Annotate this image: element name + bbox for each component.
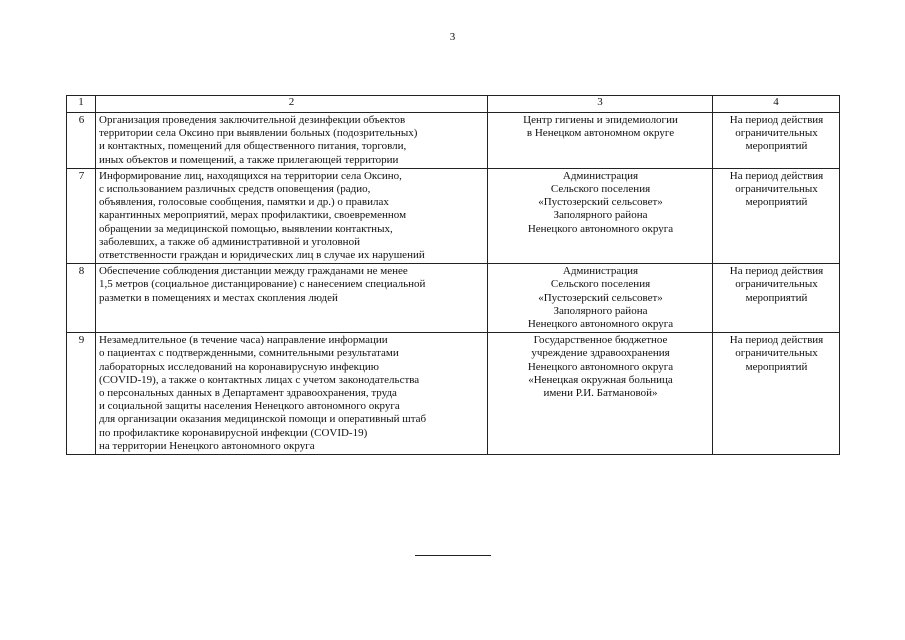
measures-table (66, 95, 840, 455)
execution-term: На период действия ограничительных мероприятий (713, 333, 840, 455)
measure-description: Незамедлительное (в течение часа) направление информации о пациентах с подтвержденными, сомнительными результатами лабораторных исследований на коронавирусную инфекцию (COVID-19), а также о контактных лицах с учетом законодательства о персональных данных в Департамент здравоохранения, труда и социальной защиты населения Ненецкого автономного округа для организации оказания медицинской помощи и оперативный штаб по профилактике коронавирусной инфекции (COVID-19) на территории Ненецкого автономного округа (96, 333, 488, 455)
table-header-row (67, 96, 840, 113)
table-row (67, 264, 840, 333)
page-number: 3 (449, 31, 456, 43)
row-number: 9 (67, 333, 96, 455)
row-number: 7 (67, 168, 96, 263)
footer-divider (415, 555, 491, 556)
measure-description: Организация проведения заключительной дезинфекции объектов территории села Оксино при выявлении больных (подозрительных) и контактных, помещений для общественного питания, торговли, иных объектов и помещений, а также прилегающей территории (96, 113, 488, 169)
table-row (67, 333, 840, 455)
responsible-executor: Центр гигиены и эпидемиологии в Ненецком автономном округе (488, 113, 713, 169)
measure-description: Информирование лиц, находящихся на территории села Оксино, с использованием различных средств оповещения (радио, объявления, голосовые сообщения, памятки и др.) о правилах карантинных мероприятий, мерах профилактики, своевременном обращении за медицинской помощью, выявлении контактных, заболевших, а также об административной и уголовной ответственности граждан и юридических лиц в случае их нарушений (96, 168, 488, 263)
responsible-executor: Администрация Сельского поселения «Пустозерский сельсовет» Заполярного района Ненецкого автономного округа (488, 168, 713, 263)
row-number: 8 (67, 264, 96, 333)
responsible-executor: Государственное бюджетное учреждение здравоохранения Ненецкого автономного округа «Ненецкая окружная больница имени Р.И. Батмановой» (488, 333, 713, 455)
execution-term: На период действия ограничительных мероприятий (713, 264, 840, 333)
execution-term: На период действия ограничительных мероприятий (713, 113, 840, 169)
measure-description: Обеспечение соблюдения дистанции между гражданами не менее 1,5 метров (социальное дистанцирование) с нанесением специальной разметки в помещениях и местах скопления людей (96, 264, 488, 333)
header-cell-4: 4 (713, 96, 840, 113)
table-row (67, 168, 840, 263)
responsible-executor: Администрация Сельского поселения «Пустозерский сельсовет» Заполярного района Ненецкого автономного округа (488, 264, 713, 333)
execution-term: На период действия ограничительных мероприятий (713, 168, 840, 263)
header-cell-3: 3 (488, 96, 713, 113)
table-row (67, 113, 840, 169)
header-cell-1: 1 (67, 96, 96, 113)
header-cell-2: 2 (96, 96, 488, 113)
row-number: 6 (67, 113, 96, 169)
